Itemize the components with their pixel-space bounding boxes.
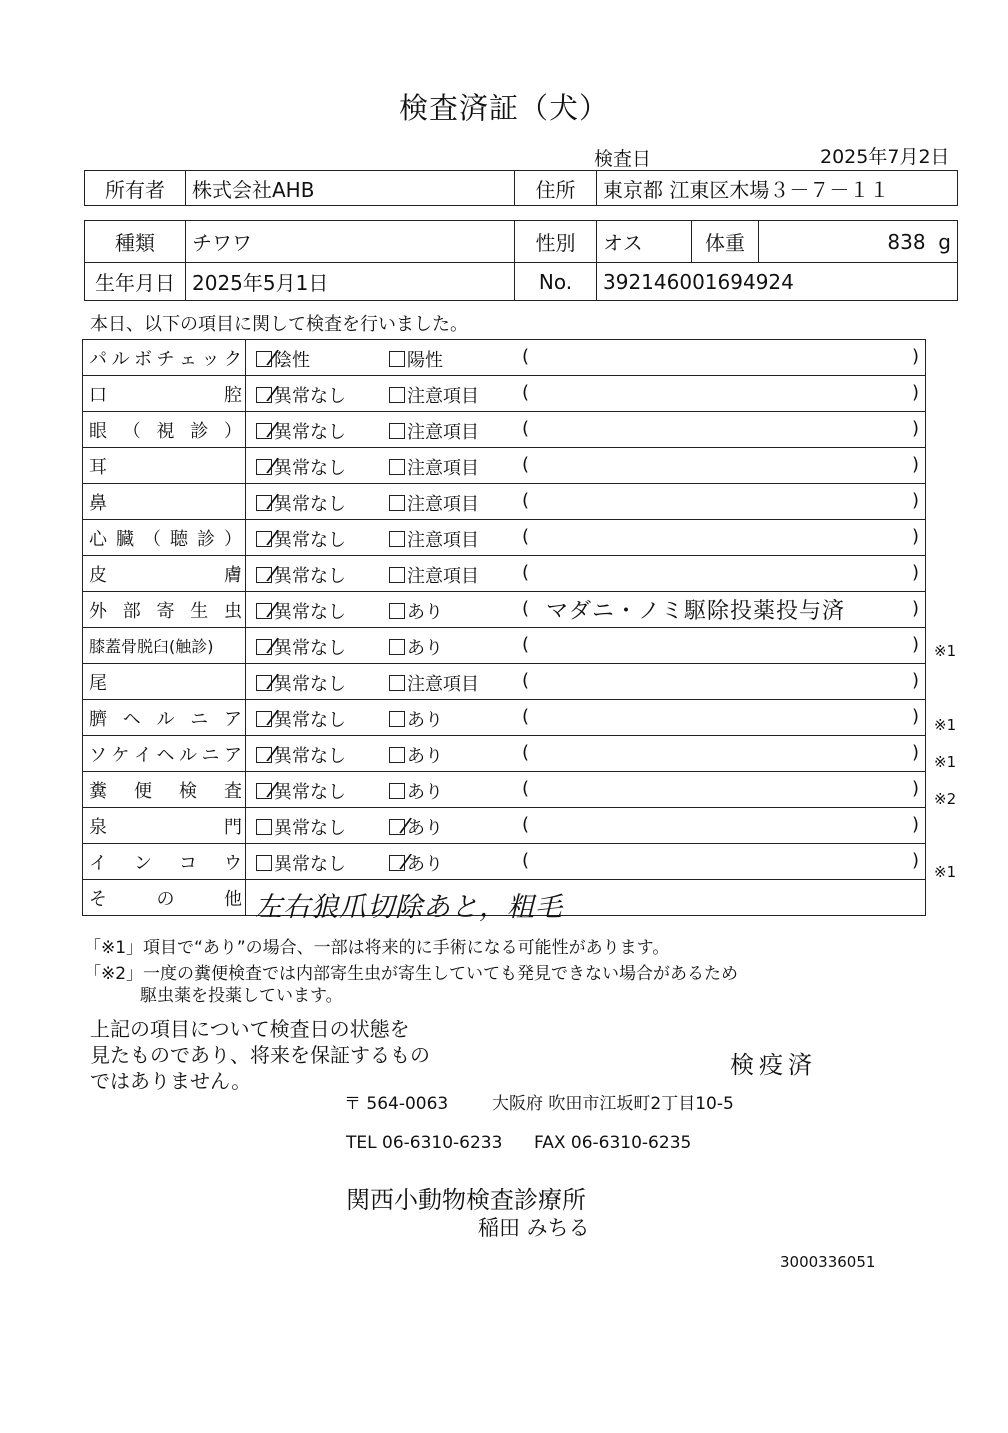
paren-close: ) bbox=[911, 742, 919, 763]
clinic-fax: FAX 06-6310-6235 bbox=[534, 1133, 692, 1153]
check-item-label-text: 耳 bbox=[89, 456, 107, 478]
address-label: 住所 bbox=[515, 171, 597, 206]
exam-date-label: 検査日 bbox=[594, 148, 652, 170]
check-row bbox=[83, 772, 926, 808]
option-label: あり bbox=[407, 602, 443, 623]
check-row bbox=[83, 700, 926, 736]
checkbox-icon[interactable] bbox=[256, 603, 272, 619]
check-item-label bbox=[83, 592, 246, 628]
option-label: 注意項目 bbox=[407, 422, 479, 443]
checkbox-icon[interactable] bbox=[389, 567, 405, 583]
check-item-result bbox=[246, 592, 926, 628]
option-alert[interactable] bbox=[389, 706, 443, 732]
footnote-mark: ※1 bbox=[934, 752, 957, 771]
option-label: あり bbox=[407, 782, 443, 803]
checkbox-icon[interactable] bbox=[256, 675, 272, 691]
footnote-1: 「※1」項目で“あり”の場合、一部は将来的に手術になる可能性があります。 bbox=[84, 938, 670, 958]
checkbox-icon[interactable] bbox=[256, 495, 272, 511]
checkbox-icon[interactable] bbox=[256, 531, 272, 547]
check-item-label-text: 外 部 寄 生 虫 bbox=[89, 600, 242, 622]
paren-close: ) bbox=[911, 454, 919, 475]
option-label: 注意項目 bbox=[407, 674, 479, 695]
check-item-label-text: 口 腔 bbox=[89, 384, 242, 406]
checkbox-icon[interactable] bbox=[389, 387, 405, 403]
option-label: 異常なし bbox=[274, 638, 346, 659]
pet-sex: オス bbox=[597, 221, 692, 263]
option-alert[interactable] bbox=[389, 778, 443, 804]
option-label: 注意項目 bbox=[407, 494, 479, 515]
check-row bbox=[83, 592, 926, 628]
checkbox-icon[interactable] bbox=[256, 855, 272, 871]
check-item-label bbox=[83, 808, 246, 844]
option-alert[interactable] bbox=[389, 382, 479, 408]
sex-label: 性別 bbox=[515, 221, 597, 263]
kind-label: 種類 bbox=[85, 221, 186, 263]
pet-weight bbox=[759, 221, 958, 263]
paren-open: ( bbox=[522, 418, 530, 439]
option-normal[interactable] bbox=[256, 526, 346, 552]
paren-close: ) bbox=[911, 706, 919, 727]
other-label bbox=[83, 880, 246, 916]
no-label: No. bbox=[515, 263, 597, 301]
check-item-result bbox=[246, 376, 926, 412]
option-alert[interactable] bbox=[389, 814, 443, 840]
paren-close: ) bbox=[911, 634, 919, 655]
statement-line-1: 上記の項目について検査日の状態を bbox=[90, 1017, 410, 1041]
check-row bbox=[83, 340, 926, 376]
paren-open: ( bbox=[522, 346, 530, 367]
option-normal[interactable] bbox=[256, 454, 346, 480]
check-item-result bbox=[246, 448, 926, 484]
check-row bbox=[83, 484, 926, 520]
check-item-label-text: パ ル ボ チ ェ ッ ク bbox=[89, 348, 242, 370]
option-normal[interactable] bbox=[256, 418, 346, 444]
paren-close: ) bbox=[911, 382, 919, 403]
paren-open: ( bbox=[522, 562, 530, 583]
paren-open: ( bbox=[522, 706, 530, 727]
owner-label: 所有者 bbox=[85, 171, 186, 206]
paren-close: ) bbox=[911, 814, 919, 835]
check-item-label-text: 糞 便 検 査 bbox=[89, 780, 242, 802]
veterinarian-name: 稲田 みちる bbox=[478, 1216, 590, 1240]
checkbox-icon[interactable] bbox=[389, 783, 405, 799]
footnote-mark: ※1 bbox=[934, 716, 957, 734]
paren-close: ) bbox=[911, 850, 919, 871]
paren-open: ( bbox=[522, 454, 530, 475]
checkbox-icon[interactable] bbox=[256, 351, 272, 367]
checkbox-icon[interactable] bbox=[389, 459, 405, 475]
paren-open: ( bbox=[522, 850, 530, 871]
check-item-label bbox=[83, 844, 246, 880]
check-row bbox=[83, 736, 926, 772]
paren-open: ( bbox=[522, 598, 530, 619]
option-label: あり bbox=[407, 638, 443, 659]
owner-address: 東京都 江東区木場３－７－１１ bbox=[597, 171, 958, 206]
option-normal[interactable] bbox=[256, 382, 346, 408]
option-label: 注意項目 bbox=[407, 386, 479, 407]
checkbox-icon[interactable] bbox=[256, 819, 272, 835]
footnote-mark: ※1 bbox=[934, 642, 957, 661]
check-item-label-text: 鼻 bbox=[89, 492, 107, 514]
checkbox-icon[interactable] bbox=[256, 423, 272, 439]
check-item-result bbox=[246, 556, 926, 592]
weight-value: 838 bbox=[887, 229, 926, 254]
check-item-result bbox=[246, 736, 926, 772]
paren-open: ( bbox=[522, 526, 530, 547]
pet-table bbox=[84, 220, 958, 301]
check-item-label bbox=[83, 772, 246, 808]
check-row bbox=[83, 448, 926, 484]
check-table bbox=[82, 339, 926, 916]
other-label-text: そ の 他 bbox=[89, 888, 242, 910]
paren-open: ( bbox=[522, 634, 530, 655]
option-label: 異常なし bbox=[274, 602, 346, 623]
owner-table bbox=[84, 170, 958, 206]
option-label: 異常なし bbox=[274, 422, 346, 443]
paren-close: ) bbox=[911, 418, 919, 439]
option-label: 異常なし bbox=[274, 818, 346, 839]
check-item-result bbox=[246, 844, 926, 880]
option-alert[interactable] bbox=[389, 742, 443, 768]
check-row bbox=[83, 808, 926, 844]
check-item-result bbox=[246, 340, 926, 376]
checkbox-icon[interactable] bbox=[256, 459, 272, 475]
paren-close: ) bbox=[911, 526, 919, 547]
check-item-label bbox=[83, 556, 246, 592]
check-item-label bbox=[83, 412, 246, 448]
checkbox-icon[interactable] bbox=[256, 387, 272, 403]
option-normal[interactable] bbox=[256, 346, 310, 372]
paren-close: ) bbox=[911, 778, 919, 799]
paren-close: ) bbox=[911, 562, 919, 583]
owner-name: 株式会社AHB bbox=[186, 171, 515, 206]
clinic-address: 大阪府 吹田市江坂町2丁目10-5 bbox=[492, 1094, 734, 1114]
check-item-label bbox=[83, 484, 246, 520]
check-item-label-text: 臍 ヘ ル ニ ア bbox=[89, 708, 242, 730]
option-label: 異常なし bbox=[274, 674, 346, 695]
checkbox-icon[interactable] bbox=[389, 351, 405, 367]
exam-date: 2025年7月2日 bbox=[820, 146, 950, 168]
check-row bbox=[83, 412, 926, 448]
statement-line-3: ではありません。 bbox=[90, 1069, 252, 1093]
check-item-label bbox=[83, 448, 246, 484]
clinic-tel: TEL 06-6310-6233 bbox=[346, 1133, 503, 1153]
check-item-label bbox=[83, 376, 246, 412]
option-normal[interactable] bbox=[256, 814, 346, 840]
paren-close: ) bbox=[911, 346, 919, 367]
check-row bbox=[83, 844, 926, 880]
option-label: 異常なし bbox=[274, 854, 346, 875]
footnote-mark: ※2 bbox=[934, 789, 957, 808]
check-row bbox=[83, 556, 926, 592]
check-item-label-text: 尾 bbox=[89, 672, 107, 694]
option-label: 異常なし bbox=[274, 782, 346, 803]
check-item-result bbox=[246, 700, 926, 736]
checkbox-icon[interactable] bbox=[256, 567, 272, 583]
clinic-name: 関西小動物検査診療所 bbox=[346, 1186, 586, 1214]
checkbox-icon[interactable] bbox=[256, 783, 272, 799]
check-item-label-text: 泉 門 bbox=[89, 816, 242, 838]
pet-birth: 2025年5月1日 bbox=[186, 263, 515, 301]
check-item-result bbox=[246, 520, 926, 556]
option-alert[interactable] bbox=[389, 850, 443, 876]
option-alert[interactable] bbox=[389, 670, 479, 696]
clinic-postal: 〒 564-0063 bbox=[344, 1094, 449, 1114]
option-label: 異常なし bbox=[274, 530, 346, 551]
check-item-result bbox=[246, 628, 926, 664]
option-label: 陰性 bbox=[274, 350, 310, 371]
paren-open: ( bbox=[522, 382, 530, 403]
option-label: 陽性 bbox=[407, 350, 443, 371]
check-item-label bbox=[83, 664, 246, 700]
option-label: 異常なし bbox=[274, 386, 346, 407]
pet-no: 392146001694924 bbox=[597, 263, 958, 301]
option-normal[interactable] bbox=[256, 706, 346, 732]
serial-number: 3000336051 bbox=[780, 1253, 876, 1271]
option-normal[interactable] bbox=[256, 562, 346, 588]
check-row bbox=[83, 664, 926, 700]
checkbox-icon[interactable] bbox=[256, 711, 272, 727]
checkbox-icon[interactable] bbox=[389, 855, 405, 871]
check-item-label bbox=[83, 628, 246, 664]
checkbox-icon[interactable] bbox=[389, 603, 405, 619]
check-item-label-text: 眼 （ 視 診 ） bbox=[89, 420, 242, 442]
check-item-label-text: 心 臓 （ 聴 診 ） bbox=[89, 528, 242, 550]
checkbox-icon[interactable] bbox=[256, 747, 272, 763]
paren-close: ) bbox=[911, 670, 919, 691]
birth-label: 生年月日 bbox=[85, 263, 186, 301]
check-item-label-text: イ ン コ ウ bbox=[89, 852, 242, 874]
option-normal[interactable] bbox=[256, 634, 346, 660]
option-label: あり bbox=[407, 854, 443, 875]
option-label: あり bbox=[407, 746, 443, 767]
footnote-2-cont: 駆虫薬を投薬しています。 bbox=[140, 986, 343, 1006]
option-alert[interactable] bbox=[389, 634, 443, 660]
handwritten-remark: 左右狼爪切除あと，粗毛 bbox=[255, 892, 563, 923]
option-label: あり bbox=[407, 710, 443, 731]
option-normal[interactable] bbox=[256, 778, 346, 804]
option-alert[interactable] bbox=[389, 490, 479, 516]
option-alert[interactable] bbox=[389, 562, 479, 588]
checkbox-icon[interactable] bbox=[389, 423, 405, 439]
option-label: 注意項目 bbox=[407, 566, 479, 587]
option-normal[interactable] bbox=[256, 742, 346, 768]
check-row bbox=[83, 520, 926, 556]
paren-open: ( bbox=[522, 670, 530, 691]
paren-open: ( bbox=[522, 778, 530, 799]
option-label: 異常なし bbox=[274, 710, 346, 731]
option-alert[interactable] bbox=[389, 346, 443, 372]
checkbox-icon[interactable] bbox=[389, 675, 405, 691]
option-alert[interactable] bbox=[389, 598, 443, 624]
pet-kind: チワワ bbox=[186, 221, 515, 263]
check-row bbox=[83, 376, 926, 412]
checkbox-icon[interactable] bbox=[389, 495, 405, 511]
option-label: あり bbox=[407, 818, 443, 839]
checkbox-icon[interactable] bbox=[389, 819, 405, 835]
option-label: 異常なし bbox=[274, 458, 346, 479]
option-alert[interactable] bbox=[389, 418, 479, 444]
weight-label: 体重 bbox=[692, 221, 759, 263]
checkbox-icon[interactable] bbox=[389, 747, 405, 763]
paren-open: ( bbox=[522, 742, 530, 763]
weight-unit: g bbox=[938, 229, 951, 254]
option-normal[interactable] bbox=[256, 598, 346, 624]
check-item-label-text: ソ ケ イ ヘ ル ニ ア bbox=[89, 744, 242, 766]
checkbox-icon[interactable] bbox=[389, 639, 405, 655]
check-item-label bbox=[83, 736, 246, 772]
check-row bbox=[83, 628, 926, 664]
option-alert[interactable] bbox=[389, 454, 479, 480]
checkbox-icon[interactable] bbox=[256, 639, 272, 655]
document-title: 検査済証（犬） bbox=[398, 91, 609, 125]
paren-open: ( bbox=[522, 814, 530, 835]
paren-close: ) bbox=[911, 490, 919, 511]
check-item-label bbox=[83, 340, 246, 376]
paren-open: ( bbox=[522, 490, 530, 511]
option-alert[interactable] bbox=[389, 526, 479, 552]
check-item-label bbox=[83, 700, 246, 736]
check-item-label-text: 皮 膚 bbox=[89, 564, 242, 586]
option-normal[interactable] bbox=[256, 850, 346, 876]
check-item-result bbox=[246, 484, 926, 520]
paren-close: ) bbox=[911, 598, 919, 619]
footnote-mark: ※1 bbox=[934, 863, 957, 882]
checkbox-icon[interactable] bbox=[389, 531, 405, 547]
option-label: 異常なし bbox=[274, 746, 346, 767]
check-item-result bbox=[246, 412, 926, 448]
statement-line-2: 見たものであり、将来を保証するもの bbox=[90, 1043, 430, 1067]
checkbox-icon[interactable] bbox=[389, 711, 405, 727]
remark-text: マダニ・ノミ駆除投薬投与済 bbox=[546, 599, 846, 624]
footnote-2: 「※2」一度の糞便検査では内部寄生虫が寄生していても発見できない場合があるため bbox=[84, 964, 739, 984]
check-item-result bbox=[246, 808, 926, 844]
option-label: 異常なし bbox=[274, 494, 346, 515]
option-label: 注意項目 bbox=[407, 458, 479, 479]
intro-text: 本日、以下の項目に関して検査を行いました。 bbox=[90, 314, 468, 335]
check-item-label-text: 膝蓋骨脱臼(触診) bbox=[89, 637, 214, 656]
option-normal[interactable] bbox=[256, 490, 346, 516]
check-item-result bbox=[246, 664, 926, 700]
check-item-result bbox=[246, 772, 926, 808]
check-item-label bbox=[83, 520, 246, 556]
option-label: 注意項目 bbox=[407, 530, 479, 551]
option-normal[interactable] bbox=[256, 670, 346, 696]
quarantine-stamp: 検疫済 bbox=[730, 1051, 817, 1079]
option-label: 異常なし bbox=[274, 566, 346, 587]
